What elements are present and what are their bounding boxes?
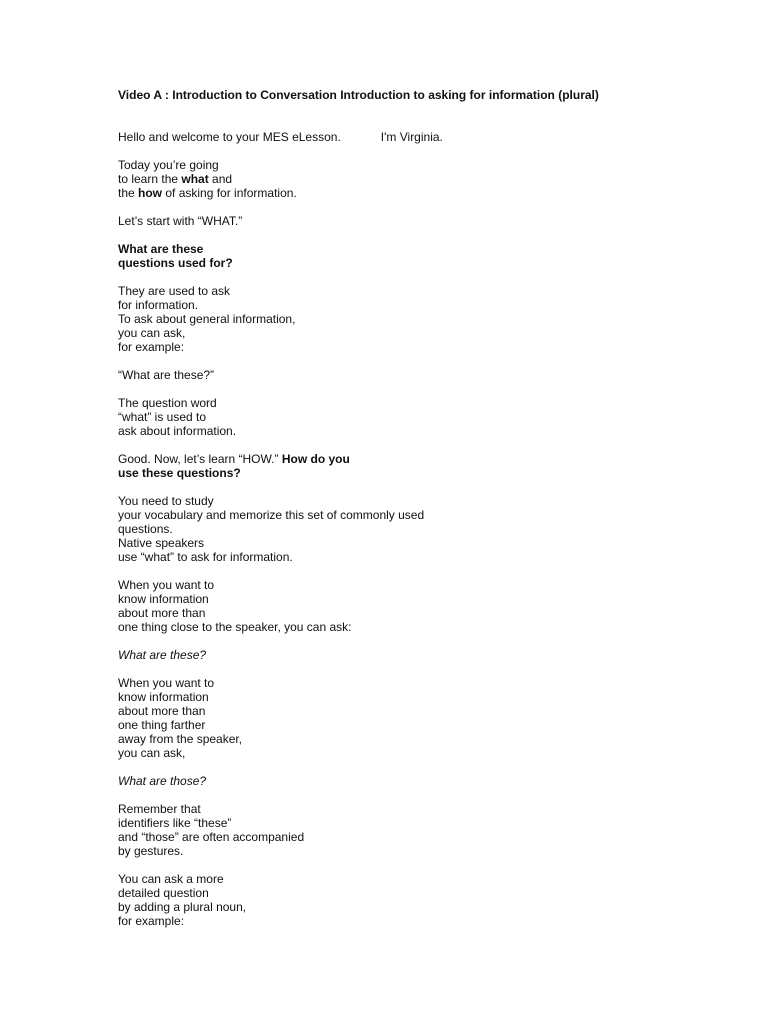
detailed-line: for example:	[118, 914, 185, 928]
close-paragraph	[118, 578, 718, 634]
study-line: questions.	[118, 522, 173, 536]
greeting-name: I'm Virginia.	[380, 130, 443, 144]
study-paragraph	[118, 494, 718, 564]
far-line: away from the speaker,	[118, 732, 243, 746]
detailed-line: by adding a plural noun,	[118, 900, 247, 914]
far-line: know information	[118, 690, 209, 704]
far-line: you can ask,	[118, 746, 186, 760]
close-line: know information	[118, 592, 209, 606]
detailed-line: detailed question	[118, 886, 209, 900]
start-paragraph	[118, 214, 718, 228]
far-paragraph	[118, 676, 718, 760]
those-example	[118, 774, 718, 788]
today-line-1: Today you’re going	[118, 158, 219, 172]
today-what-bold: what	[181, 172, 209, 186]
good-paragraph	[118, 452, 718, 480]
used-line: you can ask,	[118, 326, 186, 340]
question-line-2: questions used for?	[118, 256, 233, 270]
word-line: The question word	[118, 396, 217, 410]
document-title: Video A : Introduction to Conversation Introduction to asking for information (plural)	[118, 88, 599, 102]
remember-paragraph	[118, 802, 718, 858]
remember-line: Remember that	[118, 802, 201, 816]
today-line-2-pre: to learn the	[118, 172, 182, 186]
used-line: They are used to ask	[118, 284, 231, 298]
word-line: ask about information.	[118, 424, 237, 438]
quote-line: “What are these?”	[118, 368, 215, 382]
those-example-line: What are those?	[118, 774, 207, 788]
these-example	[118, 648, 718, 662]
these-example-line: What are these?	[118, 648, 207, 662]
quote-paragraph	[118, 368, 718, 382]
good-line-1	[118, 452, 718, 466]
today-line-3-post: of asking for information.	[162, 186, 297, 200]
word-paragraph	[118, 396, 718, 438]
document-page	[118, 88, 718, 942]
study-line: your vocabulary and memorize this set of commonly used	[118, 508, 425, 522]
remember-line: by gestures.	[118, 844, 184, 858]
today-paragraph	[118, 158, 718, 200]
remember-line: and “those” are often accompanied	[118, 830, 305, 844]
today-line-2	[118, 172, 718, 186]
used-paragraph	[118, 284, 718, 354]
question-heading	[118, 242, 718, 270]
good-line-1-pre: Good. Now, let’s learn “HOW.”	[118, 452, 282, 466]
detailed-line: You can ask a more	[118, 872, 224, 886]
used-line: for example:	[118, 340, 185, 354]
greeting-hello: Hello and welcome to your MES eLesson.	[118, 130, 341, 144]
word-line: “what” is used to	[118, 410, 207, 424]
detailed-paragraph	[118, 872, 718, 928]
good-line-2: use these questions?	[118, 466, 241, 480]
close-line: about more than	[118, 606, 206, 620]
close-line: one thing close to the speaker, you can ask:	[118, 620, 352, 634]
study-line: Native speakers	[118, 536, 205, 550]
greeting-line	[118, 130, 718, 144]
today-line-3-pre: the	[118, 186, 139, 200]
remember-line: identifiers like “these”	[118, 816, 232, 830]
far-line: When you want to	[118, 676, 215, 690]
study-line: You need to study	[118, 494, 214, 508]
question-line-1: What are these	[118, 242, 204, 256]
today-line-2-post: and	[208, 172, 233, 186]
good-line-1-bold: How do you	[281, 452, 350, 466]
today-line-3	[118, 186, 718, 200]
used-line: To ask about general information,	[118, 312, 296, 326]
close-line: When you want to	[118, 578, 215, 592]
start-line: Let’s start with “WHAT.”	[118, 214, 243, 228]
study-line: use “what” to ask for information.	[118, 550, 293, 564]
greeting-paragraph	[118, 130, 718, 144]
far-line: about more than	[118, 704, 206, 718]
today-how-bold: how	[138, 186, 163, 200]
used-line: for information.	[118, 298, 199, 312]
far-line: one thing farther	[118, 718, 206, 732]
